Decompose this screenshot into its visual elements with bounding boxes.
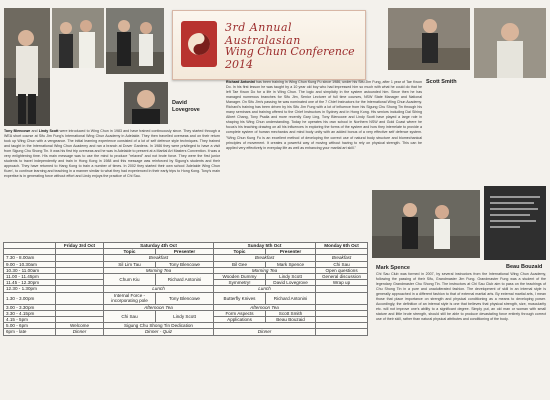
header-friday: Friday 3rd Oct [56, 243, 104, 249]
banner-line-2: Wing Chun Conference 2014 [225, 45, 355, 71]
photo-quote-card [484, 186, 546, 260]
intro-text: were introduced to Wing Chun in 1983 and have trained continuously since. They started through a WEA short course at Sifu Jim Fung's International Wing Chun Academy in Adelaide. They then travelled overseas and on their return took up Wing Chun with a vengeance. The initial learning experience consisted of a lot of self defence style techniques. They trained and taught in the International Wing Chun Academy and ran a branch at Dover Gardens. In 1986 they were privileged to have a visit from Sigung Chu Shong Tin. It was his first trip overseas and he was in Adelaide to present at a Martial Art Masters Convention. It was a very enlightening time. His main message was to use the mind to produce "relaxed" and not brute force. They were the first junior students to travel independently and train in Hong Kong in 1988 and this message was reinforced by Sigung's students and their approach. They have returned to Hang Kong to train a number of times. In 2002 they started their own school 'Adelaide Wing Chun Kuen', to continue learning and teaching in a manner similar to what they had experienced in their early trips to Hong Kong. Tony's main expertise is in generating force without effort and Lindy enjoys the practice of Chi Sau. [4, 129, 220, 179]
table-row: 11.45 - 12.30pm Symmetry! David Lovegrove Wrap up [4, 280, 368, 286]
table-row: 4.15 - 5pm Applications Beau Bouzaid [4, 317, 368, 323]
mark-paragraph [376, 272, 546, 396]
intro-and: and [30, 129, 39, 133]
caption-beau: Beau Bouzaid [506, 264, 543, 270]
richard-text: has been training in Wing Chun Kung Fu since 1986, under his Sifu Jim Fung, after 1 year of Tae Kwon Do. In his first lesson he was taught by a 10 year old boy who had impressed him so much with what he could do that he left Tae Kwon Do for a life in Wing Chun. The logic and simplicity in the system astounded him. Since then he has managed numerous branches for Sifu Jim, Senior Lecturer of full time courses, NSW State Manager and National Manager. On Sifu Jim's passing he was nominated one of the 7 Chief Instructors for the International Wing Chun Academy. Richard's training has been driven by his Sifu Jim Fung with a lot of influence from his Sigung Chu Shong Tin through his many seminars and training offered to the Chief Instructors in Sydney and in Hong Kong. His seniors including Dai Sihing Albert Chang, Tony Psaila and more recently Gary Ling, Tony Blencowe and Lindy Scott have played a large role in shaping his Wing Chun understanding. Today he operates his own school in Northern NSW and Gold Coast where he focus's his teaching drawing on all his influences in exploring the forms of the system and how they interrelate to provide a complete system of human mechanics and mind body unity with an added bonus of a very effective self defence system. "Wing Chun Kung Fu is an excellent method of developing the correct use of natural body structure and biomechanical principles of movement. It creates a powerful way of moving without having to rely on physical strength. This can be applied very effectively in everyday life as well as enhancing your martial art skill." [226, 80, 422, 150]
sun-topic-header: Topic [214, 249, 266, 255]
photo-group [52, 8, 104, 68]
photo-richard-antonini [474, 8, 546, 78]
intro-name-2: Lindy Scott [38, 129, 59, 133]
photo-scott-smith [388, 8, 470, 70]
intro-name-1: Tony Blencowe [4, 129, 31, 133]
intro-paragraph [4, 129, 220, 239]
mark-text: Chi Sau Club was formed in 2007, by several instructors from the International Wing Chun Academy, following the passing of their Sifu, Grandmaster Jim Fung. Grandmaster Fung was a student of the legendary Grandmaster Chu Shong Tin. The instructors at Chi Sau Club aim to pass on the teachings of Chu Shong Tin in a pure and unadulterated fashion. The development of skill in an internal style is generally approached in a different fashion to that of external martial arts. By external martial arts, I mean those that place importance on strength and physical conditioning as a means to developing power. Accordingly, the definition of an internal style is one that believes that physical strength, size, muscularity etc. will not improve one's ability to a significant degree. Simply put, an old man or woman with small stature and little brute strength, should still be able to produce devastating force entirely through correct use of their skill, rather than natural physical attributes and conditioning of the body. [376, 272, 546, 322]
mark-spence-title: Mark Spence [376, 265, 410, 271]
table-row: 5.00 - 6pm Welcome Sigung Chu Shong Tin Dedication [4, 323, 368, 329]
table-row: 9.00 - 10.30am Sil Lim Tau Tony Blencowe Bil Gee Mark Spence Chi Sau [4, 261, 368, 267]
photo-sparring [106, 8, 164, 74]
photo-david-lovegrove [124, 82, 168, 124]
banner-line-1: 3rd Annual Australasian [225, 21, 301, 47]
sun-presenter-header: Presenter [266, 249, 316, 255]
table-row: 7.30 - 8.00am Breakfast Breakfast Breakfast [4, 255, 368, 261]
schedule-table [3, 242, 368, 336]
richard-paragraph [226, 80, 422, 228]
table-row: 1.30 - 3.00pm Internal Force - incorporating pole Tony Blencowe Butterfly Knives Richard Antonini [4, 292, 368, 304]
table-row: 6pm - late Dinner Dinner - Quiz Dinner [4, 329, 368, 335]
photo-tony-lindy [4, 8, 50, 126]
sat-topic-header: Topic [104, 249, 156, 255]
header-monday: Monday 6th Oct [316, 243, 368, 249]
caption-david: David Lovegrove [172, 100, 200, 113]
header-saturday: Saturday 4th Oct [104, 243, 214, 249]
richard-name: Richard Antonini [226, 80, 255, 84]
conference-banner [172, 10, 366, 80]
table-row: 11.00 - 11.45pm Chum Kiu Richard Antonini Wooden Dummy Lindy Scott General discussion [4, 274, 368, 280]
table-row: 3.30 - 4.15pm Chi Sau Lindy Scott Form Aspects Scott Smith [4, 310, 368, 316]
caption-scott: Scott Smith [426, 79, 457, 85]
table-row: 12.30 - 1.30pm Lunch Lunch [4, 286, 368, 292]
yin-yang-seal-icon [179, 19, 219, 69]
sat-presenter-header: Presenter [156, 249, 214, 255]
table-row: 3.00 - 3.30pm Afternoon Tea Afternoon Tea [4, 304, 368, 310]
table-row: 10.30 - 11.00am Morning Tea Morning Tea Open questions [4, 267, 368, 273]
header-sunday: Sunday 5th Oct [214, 243, 316, 249]
